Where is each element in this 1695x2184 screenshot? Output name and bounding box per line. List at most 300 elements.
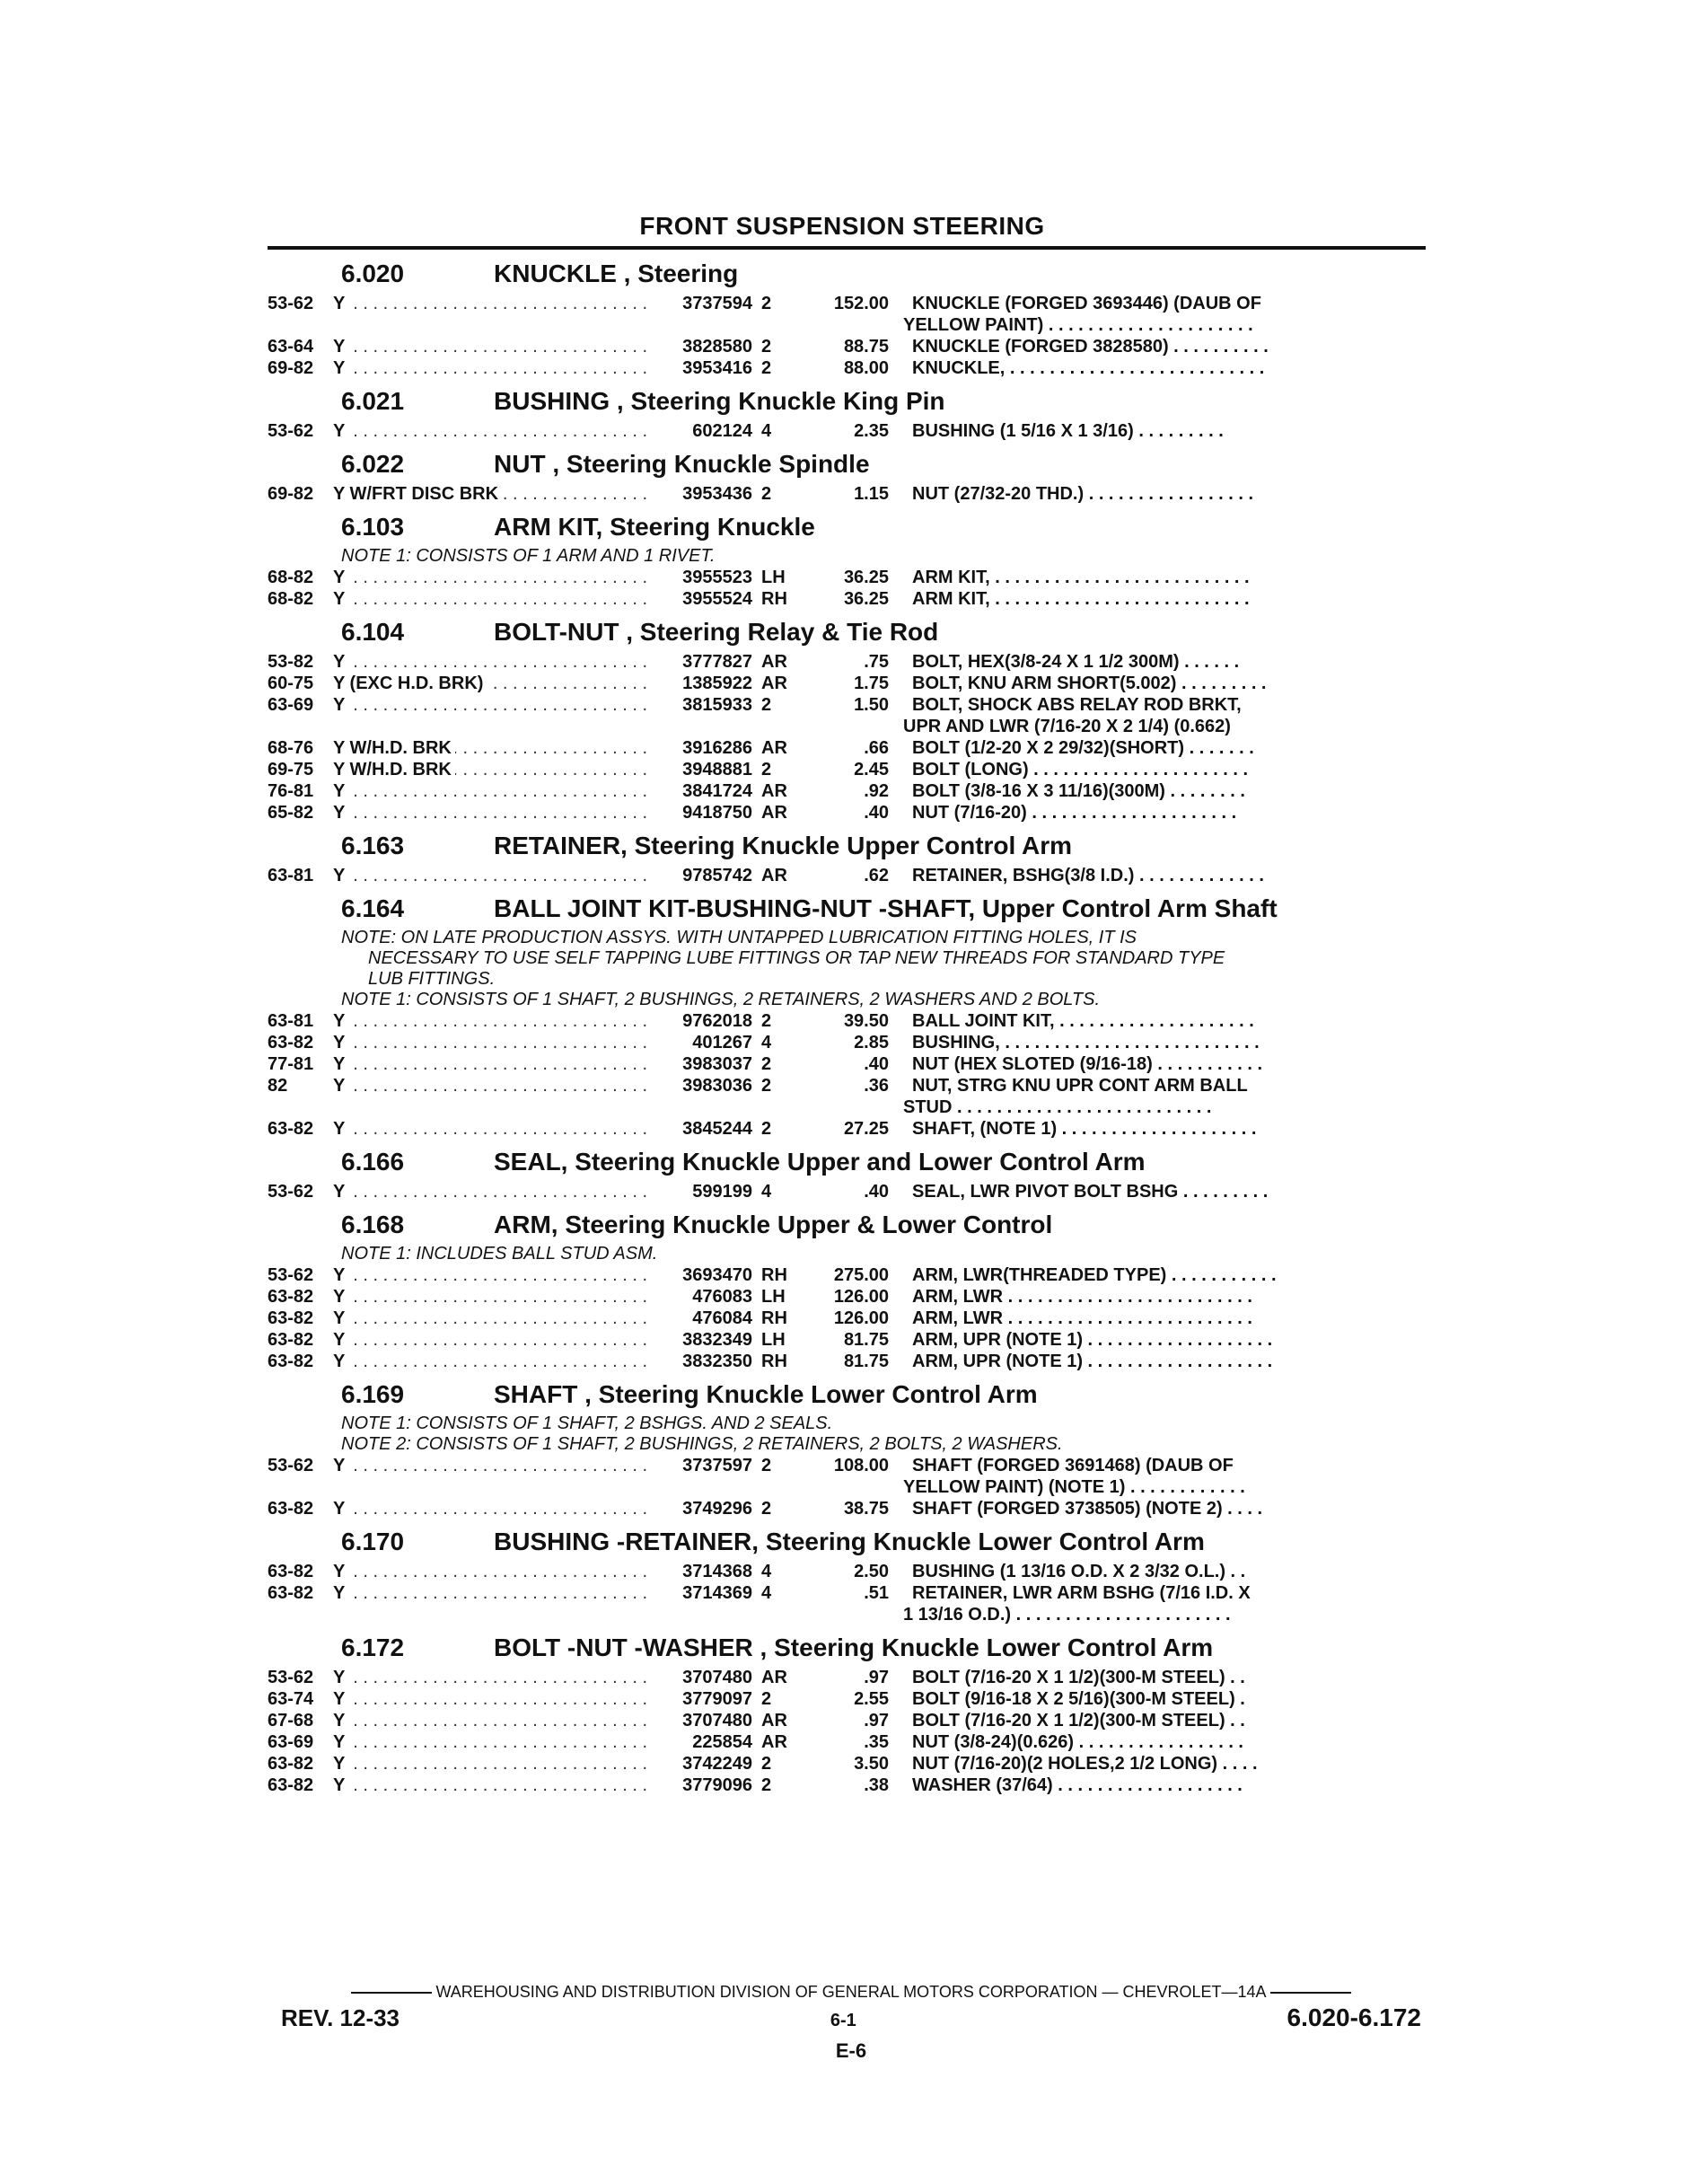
section-title: SHAFT , Steering Knuckle Lower Control Arm: [494, 1380, 1038, 1408]
part-row: [268, 1286, 1426, 1308]
page-footer: [281, 1983, 1421, 2063]
application-text: Y: [333, 803, 348, 823]
model-years: 63-82: [268, 1562, 314, 1581]
description: BOLT (3/8-16 X 3 11/16)(300M) . . . . . . . .: [912, 781, 1245, 801]
part-row: [268, 1498, 1426, 1519]
quantity: RH: [761, 1265, 787, 1285]
model-years: 63-81: [268, 1011, 314, 1031]
quantity: RH: [761, 589, 787, 609]
description: KNUCKLE, . . . . . . . . . . . . . . . . . . . . . . . . . .: [912, 358, 1265, 378]
description: BUSHING, . . . . . . . . . . . . . . . . . . . . . . . . . .: [912, 1033, 1260, 1052]
application-text: Y: [333, 695, 348, 715]
section-number: 6.172: [341, 1634, 405, 1661]
part-number: 3779096: [682, 1775, 752, 1795]
quantity: AR: [761, 652, 787, 672]
price: 81.75: [843, 1352, 889, 1371]
application: [333, 737, 654, 759]
application: [333, 357, 654, 379]
footer-bar-left: [351, 1992, 432, 1994]
model-years: 76-81: [268, 781, 314, 801]
application: [333, 1498, 654, 1519]
quantity: AR: [761, 1732, 787, 1752]
application: [333, 1032, 654, 1053]
section-title: BOLT-NUT , Steering Relay & Tie Rod: [494, 618, 939, 646]
description: BOLT (1/2-20 X 2 29/32)(SHORT) . . . . . . .: [912, 738, 1254, 758]
description: RETAINER, LWR ARM BSHG (7/16 I.D. X: [912, 1583, 1251, 1603]
quantity: 4: [761, 1182, 772, 1202]
part-number: 3777827: [682, 652, 752, 672]
model-years: 63-64: [268, 337, 314, 357]
application: [333, 802, 654, 823]
part-number: 3832350: [682, 1352, 752, 1371]
part-number: 3737597: [682, 1456, 752, 1475]
section-heading: [268, 1376, 1426, 1413]
model-years: 69-75: [268, 760, 314, 779]
model-years: 77-81: [268, 1054, 314, 1074]
part-number: 3707480: [682, 1711, 752, 1730]
price: .38: [864, 1775, 889, 1795]
application-text: Y: [333, 1775, 348, 1795]
quantity: 2: [761, 1754, 772, 1774]
part-row: [268, 1181, 1426, 1202]
section-heading: [268, 1143, 1426, 1181]
quantity: LH: [761, 1330, 786, 1350]
revision-label: REV. 12-33: [281, 2004, 400, 2031]
description: SEAL, LWR PIVOT BOLT BSHG . . . . . . . . .: [912, 1182, 1269, 1202]
model-years: 65-82: [268, 803, 314, 823]
application: [333, 567, 654, 588]
section-note: NOTE 1: INCLUDES BALL STUD ASM.: [341, 1244, 658, 1264]
price: 1.15: [854, 484, 889, 504]
model-years: 63-69: [268, 1732, 314, 1752]
part-number: 3841724: [682, 781, 752, 801]
section-number: 6.168: [341, 1211, 405, 1238]
application-text: Y: [333, 1308, 348, 1328]
part-number: 3953436: [682, 484, 752, 504]
section-heading: [268, 445, 1426, 483]
application-text: Y: [333, 1119, 348, 1139]
part-row: [268, 1688, 1426, 1710]
application: [333, 1582, 654, 1604]
section-note: NOTE 1: CONSISTS OF 1 SHAFT, 2 BUSHINGS, 2 RETAINERS, 2 WASHERS AND 2 BOLTS.: [341, 990, 1101, 1009]
part-number: 3749296: [682, 1499, 752, 1519]
quantity: 2: [761, 337, 772, 357]
section-6-021: [268, 383, 1426, 442]
application-text: Y W/H.D. BRK: [333, 760, 455, 779]
part-row: [268, 588, 1426, 610]
model-years: 63-82: [268, 1583, 314, 1603]
description: KNUCKLE (FORGED 3693446) (DAUB OF: [912, 294, 1261, 313]
section-title: BUSHING , Steering Knuckle King Pin: [494, 387, 945, 415]
description: WASHER (37/64) . . . . . . . . . . . . . . . . . . .: [912, 1775, 1243, 1795]
description: NUT (3/8-24)(0.626) . . . . . . . . . . . . . . . . .: [912, 1732, 1243, 1752]
description: BUSHING (1 5/16 X 1 3/16) . . . . . . . . .: [912, 421, 1224, 441]
section-number: 6.170: [341, 1528, 405, 1555]
quantity: 4: [761, 1562, 772, 1581]
application-text: Y: [333, 1689, 348, 1709]
application-text: Y: [333, 1265, 348, 1285]
section-note: NOTE: ON LATE PRODUCTION ASSYS. WITH UNTAPPED LUBRICATION FITTING HOLES, IT IS: [341, 928, 1137, 947]
application: [333, 1351, 654, 1372]
section-6-164: [268, 890, 1426, 1140]
price: .36: [864, 1076, 889, 1096]
model-years: 53-82: [268, 652, 314, 672]
application-text: Y: [333, 1330, 348, 1350]
section-note: NECESSARY TO USE SELF TAPPING LUBE FITTINGS OR TAP NEW THREADS FOR STANDARD TYPE: [368, 948, 1225, 968]
section-number: 6.103: [341, 513, 405, 541]
price: 275.00: [833, 1265, 889, 1285]
part-row: [268, 1329, 1426, 1351]
quantity: LH: [761, 1287, 786, 1307]
price: 36.25: [843, 589, 889, 609]
description-continued: 1 13/16 O.D.) . . . . . . . . . . . . . . . . . . . . . .: [903, 1605, 1231, 1625]
part-row: [268, 357, 1426, 379]
application: [333, 1053, 654, 1075]
application: [333, 1753, 654, 1774]
model-years: 69-82: [268, 358, 314, 378]
quantity: 2: [761, 1054, 772, 1074]
model-years: 82: [268, 1076, 288, 1096]
title-rule: [268, 246, 1426, 250]
part-row: [268, 483, 1426, 505]
price: 88.75: [843, 337, 889, 357]
description: BOLT, SHOCK ABS RELAY ROD BRKT,: [912, 695, 1242, 715]
part-number: 3832349: [682, 1330, 752, 1350]
part-row: [268, 1032, 1426, 1053]
application: [333, 293, 654, 314]
application: [333, 483, 654, 505]
part-row: [268, 737, 1426, 759]
section-heading: [268, 1629, 1426, 1667]
part-row: [268, 1731, 1426, 1753]
price: 2.50: [854, 1562, 889, 1581]
application-text: Y: [333, 1711, 348, 1730]
part-number: 476083: [692, 1287, 752, 1307]
description: SHAFT, (NOTE 1) . . . . . . . . . . . . . . . . . . . .: [912, 1119, 1257, 1139]
section-6-169: [268, 1376, 1426, 1519]
section-title: ARM KIT, Steering Knuckle: [494, 513, 815, 541]
price: 2.35: [854, 421, 889, 441]
price: .75: [864, 652, 889, 672]
price: 108.00: [833, 1456, 889, 1475]
price: 152.00: [833, 294, 889, 313]
application: [333, 1308, 654, 1329]
description: NUT (HEX SLOTED (9/16-18) . . . . . . . . . . .: [912, 1054, 1263, 1074]
application-text: Y W/H.D. BRK: [333, 738, 455, 758]
part-number: 3714369: [682, 1583, 752, 1603]
application: [333, 1286, 654, 1308]
part-number: 3916286: [682, 738, 752, 758]
price: 1.50: [854, 695, 889, 715]
section-title: RETAINER, Steering Knuckle Upper Control Arm: [494, 832, 1073, 859]
part-number: 3779097: [682, 1689, 752, 1709]
price: .40: [864, 803, 889, 823]
description: KNUCKLE (FORGED 3828580) . . . . . . . . . .: [912, 337, 1269, 357]
application-text: Y: [333, 1668, 348, 1687]
part-number: 599199: [692, 1182, 752, 1202]
application: [333, 1731, 654, 1753]
model-years: 63-81: [268, 866, 314, 885]
application-text: Y: [333, 589, 348, 609]
part-number: 602124: [692, 421, 752, 441]
section-6-020: [268, 255, 1426, 379]
model-years: 63-82: [268, 1308, 314, 1328]
price: 27.25: [843, 1119, 889, 1139]
application: [333, 1561, 654, 1582]
application-text: Y: [333, 1499, 348, 1519]
model-years: 53-62: [268, 294, 314, 313]
section-note: LUB FITTINGS.: [368, 969, 496, 989]
quantity: 2: [761, 695, 772, 715]
section-6-104: [268, 613, 1426, 823]
section-title: NUT , Steering Knuckle Spindle: [494, 450, 870, 478]
description-continued: YELLOW PAINT) (NOTE 1) . . . . . . . . . . . .: [903, 1477, 1245, 1497]
application: [333, 1667, 654, 1688]
application-text: Y: [333, 1011, 348, 1031]
application-text: Y: [333, 1754, 348, 1774]
application: [333, 694, 654, 716]
part-number: 3828580: [682, 337, 752, 357]
application-text: Y: [333, 1456, 348, 1475]
part-row: [268, 694, 1426, 716]
part-row: [268, 1667, 1426, 1688]
application: [333, 865, 654, 886]
quantity: AR: [761, 1668, 787, 1687]
model-years: 68-76: [268, 738, 314, 758]
application: [333, 1075, 654, 1096]
part-number: 3845244: [682, 1119, 752, 1139]
price: 81.75: [843, 1330, 889, 1350]
quantity: 2: [761, 1011, 772, 1031]
model-years: 63-82: [268, 1352, 314, 1371]
section-number: 6.021: [341, 387, 405, 415]
part-row: [268, 1308, 1426, 1329]
quantity: 2: [761, 1456, 772, 1475]
section-number: 6.169: [341, 1380, 405, 1408]
application-text: Y: [333, 866, 348, 885]
application-text: Y: [333, 1352, 348, 1371]
part-number: 3714368: [682, 1562, 752, 1581]
part-number: 401267: [692, 1033, 752, 1052]
footer-row: [281, 2003, 1421, 2032]
application: [333, 336, 654, 357]
application: [333, 1329, 654, 1351]
part-row: [268, 336, 1426, 357]
price: .51: [864, 1583, 889, 1603]
description-continued: YELLOW PAINT) . . . . . . . . . . . . . . . . . . . . .: [903, 315, 1253, 335]
application-text: Y: [333, 1562, 348, 1581]
model-years: 53-62: [268, 1668, 314, 1687]
price: .66: [864, 738, 889, 758]
section-title: BALL JOINT KIT-BUSHING-NUT -SHAFT, Upper Control Arm Shaft: [494, 894, 1278, 922]
description-continued: UPR AND LWR (7/16-20 X 2 1/4) (0.662): [903, 717, 1231, 736]
model-years: 63-82: [268, 1287, 314, 1307]
part-row: [268, 759, 1426, 780]
quantity: 2: [761, 1689, 772, 1709]
footer-division-text: WAREHOUSING AND DISTRIBUTION DIVISION OF GENERAL MOTORS CORPORATION — CHEVROLET—14A: [435, 1983, 1267, 2001]
quantity: 2: [761, 1775, 772, 1795]
application: [333, 1688, 654, 1710]
model-years: 63-82: [268, 1775, 314, 1795]
description: RETAINER, BSHG(3/8 I.D.) . . . . . . . . . . . . .: [912, 866, 1264, 885]
price: 38.75: [843, 1499, 889, 1519]
description: BUSHING (1 13/16 O.D. X 2 3/32 O.L.) . .: [912, 1562, 1246, 1581]
application: [333, 588, 654, 610]
description: BOLT, HEX(3/8-24 X 1 1/2 300M) . . . . . .: [912, 652, 1240, 672]
part-row: [268, 1455, 1426, 1476]
description: BALL JOINT KIT, . . . . . . . . . . . . . . . . . . . .: [912, 1011, 1254, 1031]
part-number: 3955523: [682, 568, 752, 587]
section-number: 6.166: [341, 1148, 405, 1176]
section-6-022: [268, 445, 1426, 505]
part-row: [268, 1753, 1426, 1774]
application: [333, 420, 654, 442]
part-row: [268, 1351, 1426, 1372]
part-number: 1385922: [682, 674, 752, 693]
description: NUT (7/16-20) . . . . . . . . . . . . . . . . . . . . .: [912, 803, 1237, 823]
application-text: Y W/FRT DISC BRK: [333, 484, 502, 504]
section-number: 6.104: [341, 618, 405, 646]
part-number: 3693470: [682, 1265, 752, 1285]
section-note: NOTE 1: CONSISTS OF 1 SHAFT, 2 BSHGS. AND 2 SEALS.: [341, 1413, 833, 1433]
section-heading: [268, 890, 1426, 928]
part-row: [268, 1710, 1426, 1731]
part-row: [268, 865, 1426, 886]
part-number: 3955524: [682, 589, 752, 609]
quantity: 2: [761, 294, 772, 313]
application: [333, 673, 654, 694]
model-years: 63-82: [268, 1033, 314, 1052]
section-title: SEAL, Steering Knuckle Upper and Lower Control Arm: [494, 1148, 1146, 1176]
section-number: 6.164: [341, 894, 405, 922]
model-years: 63-69: [268, 695, 314, 715]
application: [333, 651, 654, 673]
application: [333, 759, 654, 780]
description: BOLT (9/16-18 X 2 5/16)(300-M STEEL) .: [912, 1689, 1245, 1709]
section-heading: [268, 1206, 1426, 1244]
description: SHAFT (FORGED 3738505) (NOTE 2) . . . .: [912, 1499, 1263, 1519]
description: BOLT, KNU ARM SHORT(5.002) . . . . . . . . .: [912, 674, 1267, 693]
part-number: 9762018: [682, 1011, 752, 1031]
section-note: NOTE 2: CONSISTS OF 1 SHAFT, 2 BUSHINGS, 2 RETAINERS, 2 BOLTS, 2 WASHERS.: [341, 1434, 1063, 1454]
model-years: 63-82: [268, 1754, 314, 1774]
part-row: [268, 1075, 1426, 1096]
model-years: 63-74: [268, 1689, 314, 1709]
price: 1.75: [854, 674, 889, 693]
application-text: Y: [333, 652, 348, 672]
quantity: RH: [761, 1308, 787, 1328]
part-row: [268, 1118, 1426, 1140]
application: [333, 1264, 654, 1286]
application: [333, 1010, 654, 1032]
application-text: Y: [333, 358, 348, 378]
application-text: Y: [333, 1033, 348, 1052]
section-heading: [268, 508, 1426, 546]
quantity: 2: [761, 760, 772, 779]
application-text: Y: [333, 1583, 348, 1603]
quantity: 2: [761, 358, 772, 378]
footer-division-line: [281, 1983, 1421, 2002]
price: 36.25: [843, 568, 889, 587]
description: BOLT (LONG) . . . . . . . . . . . . . . . . . . . . . .: [912, 760, 1249, 779]
model-years: 68-82: [268, 568, 314, 587]
model-years: 53-62: [268, 1456, 314, 1475]
quantity: AR: [761, 738, 787, 758]
part-number: 9785742: [682, 866, 752, 885]
part-row: [268, 293, 1426, 314]
part-number: 225854: [692, 1732, 752, 1752]
application: [333, 1774, 654, 1796]
quantity: AR: [761, 803, 787, 823]
quantity: LH: [761, 568, 786, 587]
description: ARM, LWR . . . . . . . . . . . . . . . . . . . . . . . . .: [912, 1287, 1252, 1307]
section-title: BUSHING -RETAINER, Steering Knuckle Lower Control Arm: [494, 1528, 1205, 1555]
section-heading: [268, 383, 1426, 420]
application-text: Y: [333, 781, 348, 801]
part-row: [268, 802, 1426, 823]
model-years: 68-82: [268, 589, 314, 609]
part-row: [268, 673, 1426, 694]
model-years: 53-62: [268, 1265, 314, 1285]
part-row: [268, 651, 1426, 673]
description: ARM KIT, . . . . . . . . . . . . . . . . . . . . . . . . . .: [912, 589, 1250, 609]
quantity: 4: [761, 1033, 772, 1052]
price: 3.50: [854, 1754, 889, 1774]
section-heading: [268, 827, 1426, 865]
description-continued: STUD . . . . . . . . . . . . . . . . . . . . . . . . . .: [903, 1097, 1212, 1117]
model-years: 53-62: [268, 421, 314, 441]
description: BOLT (7/16-20 X 1 1/2)(300-M STEEL) . .: [912, 1668, 1245, 1687]
model-years: 69-82: [268, 484, 314, 504]
description: ARM, UPR (NOTE 1) . . . . . . . . . . . . . . . . . . .: [912, 1330, 1273, 1350]
description: SHAFT (FORGED 3691468) (DAUB OF: [912, 1456, 1234, 1475]
section-number: 6.163: [341, 832, 405, 859]
part-row: [268, 1264, 1426, 1286]
application-text: Y: [333, 294, 348, 313]
section-title: ARM, Steering Knuckle Upper & Lower Control: [494, 1211, 1053, 1238]
price: 126.00: [833, 1287, 889, 1307]
section-title: BOLT -NUT -WASHER , Steering Knuckle Lower Control Arm: [494, 1634, 1214, 1661]
application: [333, 1710, 654, 1731]
application: [333, 1181, 654, 1202]
section-6-166: [268, 1143, 1426, 1202]
application-text: Y: [333, 1054, 348, 1074]
part-number: 3707480: [682, 1668, 752, 1687]
section-number: 6.022: [341, 450, 405, 478]
part-number: 3983036: [682, 1076, 752, 1096]
quantity: 2: [761, 1499, 772, 1519]
model-years: 63-82: [268, 1119, 314, 1139]
part-number: 9418750: [682, 803, 752, 823]
section-title: KNUCKLE , Steering: [494, 260, 739, 287]
description: NUT (27/32-20 THD.) . . . . . . . . . . . . . . . . .: [912, 484, 1254, 504]
part-number: 3983037: [682, 1054, 752, 1074]
price: 126.00: [833, 1308, 889, 1328]
application-text: Y: [333, 1182, 348, 1202]
catalog-page: [268, 212, 1426, 1796]
price: 2.85: [854, 1033, 889, 1052]
part-row: [268, 420, 1426, 442]
section-6-170: [268, 1523, 1426, 1625]
center-code: 6-1: [830, 2011, 856, 2030]
model-years: 67-68: [268, 1711, 314, 1730]
model-years: 63-82: [268, 1499, 314, 1519]
section-6-172: [268, 1629, 1426, 1796]
price: .40: [864, 1182, 889, 1202]
price: 2.55: [854, 1689, 889, 1709]
description: ARM, UPR (NOTE 1) . . . . . . . . . . . . . . . . . . .: [912, 1352, 1273, 1371]
application-text: Y: [333, 421, 348, 441]
